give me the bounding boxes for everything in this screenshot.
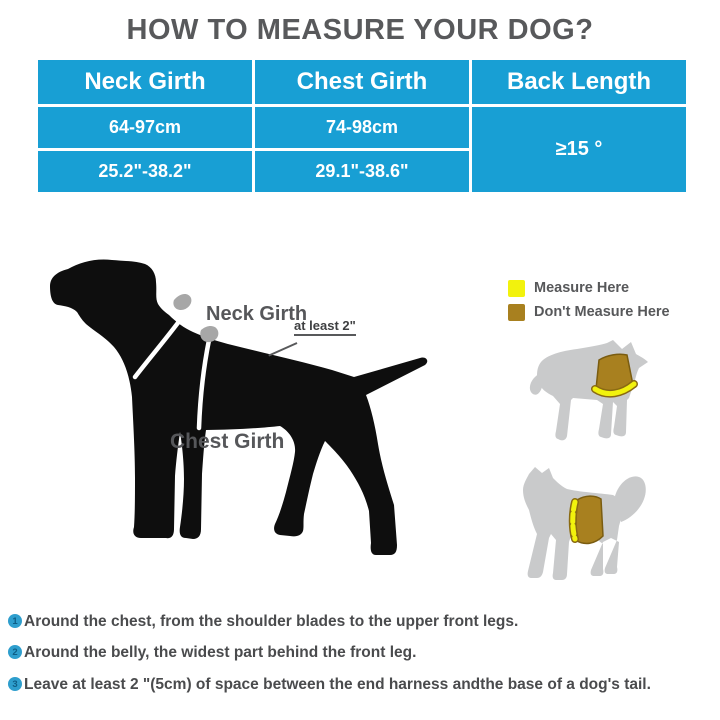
dont-measure-here-swatch-icon xyxy=(508,304,525,321)
legend-item-dont-measure xyxy=(508,300,670,324)
neck-girth-label: Neck Girth xyxy=(206,303,308,325)
small-dog-neck-graphic xyxy=(525,336,660,448)
instruction-number-badge: 2 xyxy=(8,645,22,659)
instruction-text: Leave at least 2 "(5cm) of space between the end harness andthe base of a dog's tail. xyxy=(24,676,651,693)
instruction-row xyxy=(8,612,714,631)
legend-label: Don't Measure Here xyxy=(534,304,670,320)
instruction-text: Around the chest, from the shoulder blades to the upper front legs. xyxy=(24,613,519,630)
belly-measure-stripe xyxy=(573,502,575,539)
col-header-chest-girth: Chest Girth xyxy=(255,60,469,104)
col-header-neck-girth: Neck Girth xyxy=(38,60,252,104)
legend-label: Measure Here xyxy=(534,280,630,296)
neck-girth-inch-cell: 25.2"-38.2" xyxy=(38,151,252,192)
neck-strap-buckle-icon xyxy=(173,294,191,310)
instruction-number-badge: 1 xyxy=(8,614,22,628)
chest-girth-label: Chest Girth xyxy=(170,430,285,453)
measure-here-swatch-icon xyxy=(508,280,525,297)
chest-strap-buckle-icon xyxy=(200,326,218,342)
chest-girth-inch-cell: 29.1"-38.6" xyxy=(255,151,469,192)
legend-item-measure xyxy=(508,276,670,300)
instruction-text: Around the belly, the widest part behind the front leg. xyxy=(24,644,417,661)
instruction-row xyxy=(8,675,714,694)
page-title: HOW TO MEASURE YOUR DOG? xyxy=(126,14,594,46)
small-dog-belly-graphic xyxy=(515,460,665,586)
back-length-cell: ≥15 ° xyxy=(472,107,686,192)
dog-silhouette-graphic xyxy=(28,248,440,578)
neck-girth-cm-cell: 64-97cm xyxy=(38,107,252,148)
instruction-row xyxy=(8,643,714,662)
size-table xyxy=(38,60,686,192)
legend xyxy=(508,276,670,324)
col-header-back-length: Back Length xyxy=(472,60,686,104)
clearance-label: at least 2" xyxy=(294,318,356,336)
instruction-number-badge: 3 xyxy=(8,677,22,691)
chest-girth-cm-cell: 74-98cm xyxy=(255,107,469,148)
belly-band-dont-measure-zone xyxy=(575,496,603,543)
